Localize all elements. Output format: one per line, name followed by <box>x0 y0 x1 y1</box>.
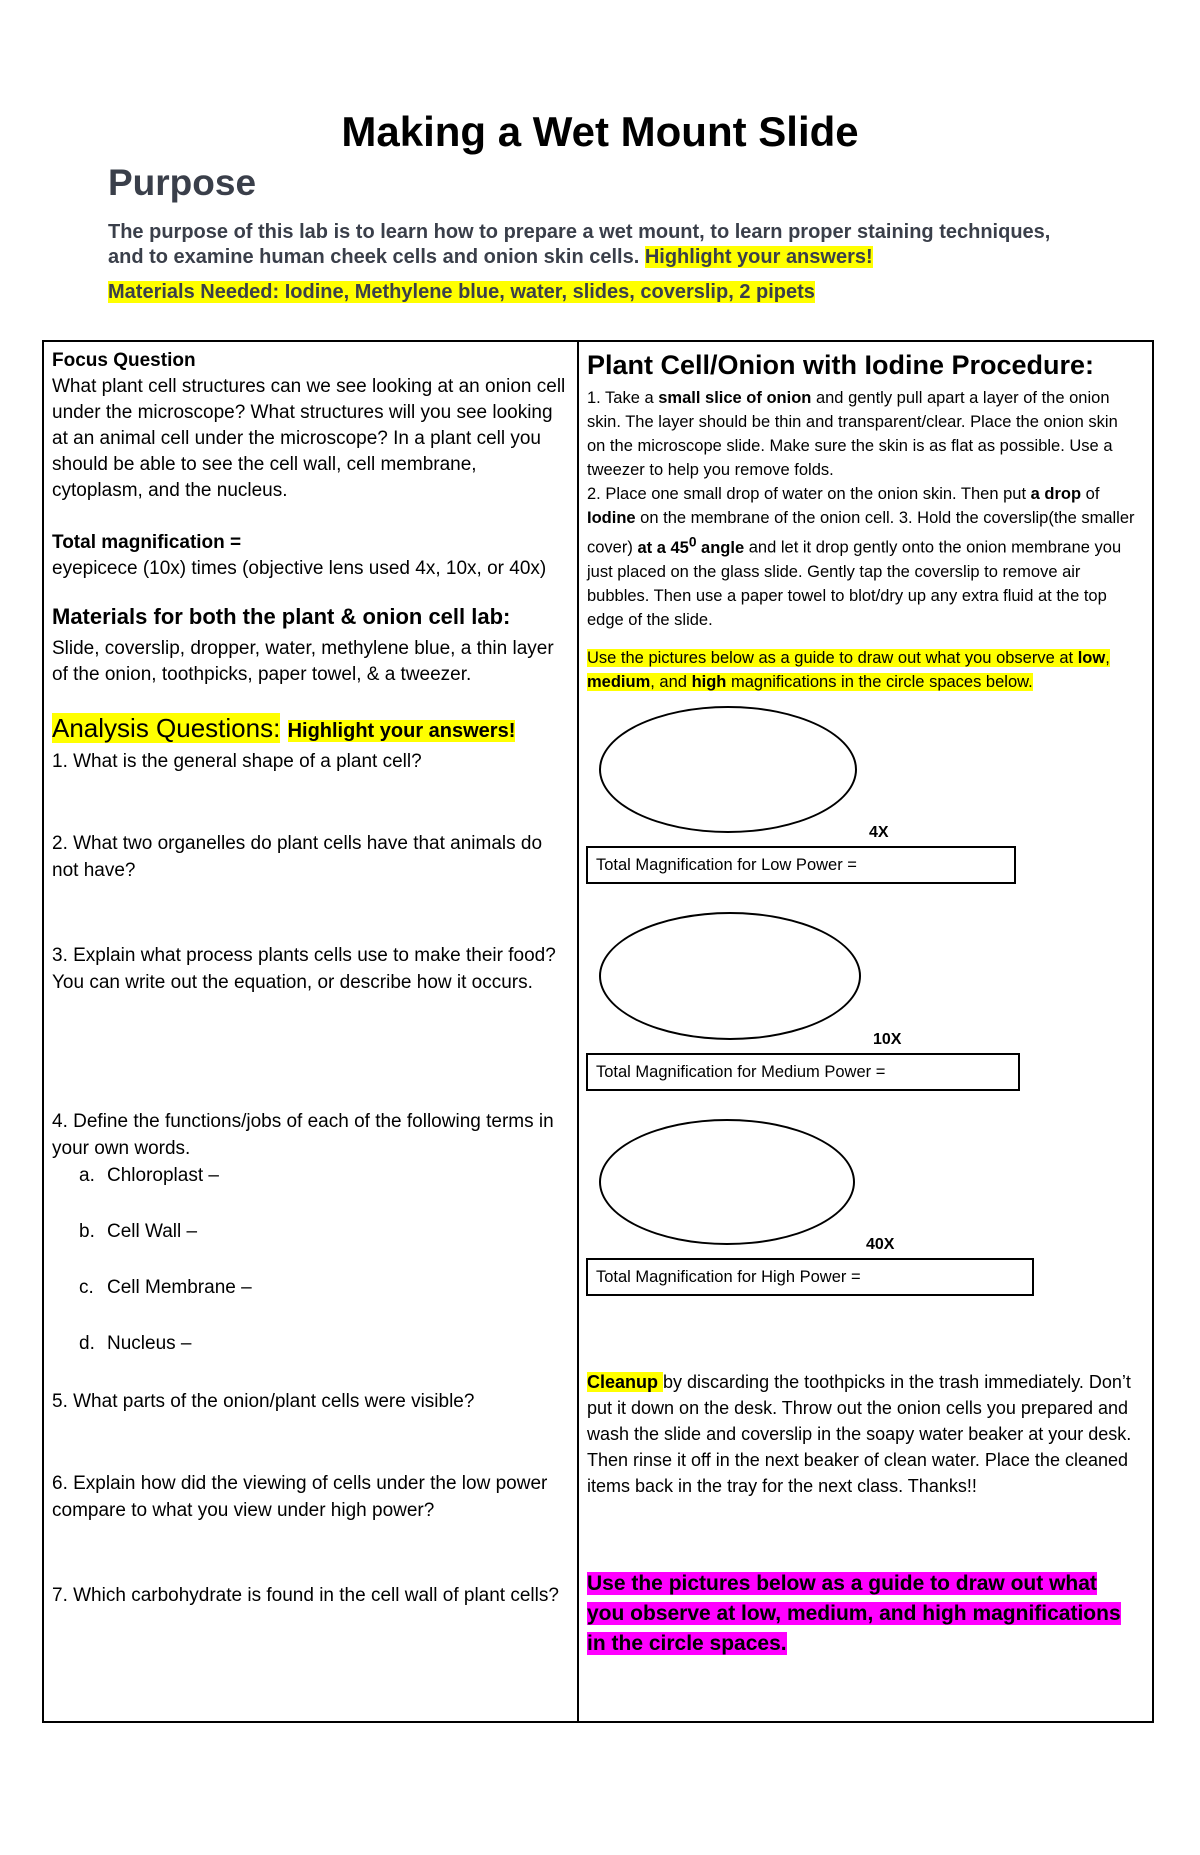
question-6: 6. Explain how did the viewing of cells under the low power compare to what you view under high power? <box>52 1473 548 1521</box>
lab-table <box>42 340 1154 1723</box>
step-text: on the membrane of the onion cell. 3. Hold the coverslip(the smaller cover) <box>587 509 1135 557</box>
term-letter: b. <box>79 1221 95 1242</box>
term-letter: c. <box>79 1277 94 1298</box>
step-bold: a drop <box>1030 485 1082 503</box>
low-power-total-box[interactable]: Total Magnification for Low Power = <box>586 846 1016 884</box>
question-4: 4. Define the functions/jobs of each of the following terms in your own words. <box>52 1111 554 1159</box>
high-power-label: 40X <box>866 1236 895 1253</box>
analysis-heading-label: Analysis Questions: <box>52 713 281 743</box>
drawing-guide-magenta <box>587 1569 1137 1659</box>
term-label: Nucleus – <box>107 1333 192 1354</box>
low-power-label: 4X <box>869 824 889 841</box>
materials-needed-text: Materials Needed: Iodine, Methylene blue, water, slides, coverslip, 2 pipets <box>108 281 815 303</box>
term-chloroplast <box>79 1165 219 1187</box>
term-letter: a. <box>79 1165 95 1186</box>
cleanup-body: by discarding the toothpicks in the trash immediately. Don’t put it down on the desk. Throw out the onion cells you prepared and wash the slide and coverslip in the soapy water beaker at your desk. Then rinse it off in the next beaker of clean water. Place the cleaned items back in the tray for the next class. Thanks!! <box>587 1372 1132 1496</box>
degree-superscript: 0 <box>688 534 697 549</box>
term-cell-wall <box>79 1221 197 1243</box>
focus-question-heading: Focus Question <box>52 350 196 371</box>
materials-needed <box>108 281 815 304</box>
medium-power-total-box[interactable]: Total Magnification for Medium Power = <box>586 1053 1020 1091</box>
question-3: 3. Explain what process plants cells use to make their food? You can write out the equation, or describe how it occurs. <box>52 945 556 993</box>
question-2: 2. What two organelles do plant cells have that animals do not have? <box>52 833 543 881</box>
procedure-text <box>587 386 1137 632</box>
term-nucleus <box>79 1333 192 1355</box>
cleanup-instructions <box>587 1369 1137 1499</box>
purpose-text <box>108 220 1088 270</box>
question-7: 7. Which carbohydrate is found in the cell wall of plant cells? <box>52 1585 559 1606</box>
drawing-guide <box>587 646 1137 694</box>
step-bold: small slice of onion <box>658 389 812 407</box>
step-text: and gently pull apart a layer of the onion skin. The layer should be thin and transparent/clear. Place the onion skin on the microscope slide. Make sure the skin is as flat as possible. Use a tweezer to help you remove folds. <box>587 389 1118 479</box>
analysis-heading <box>52 712 572 747</box>
step-text: 2. Place one small drop of water on the onion skin. Then put <box>587 485 1031 503</box>
term-label: Chloroplast – <box>107 1165 219 1186</box>
angle-word: angle <box>696 538 745 557</box>
medium-power-drawing-circle[interactable] <box>599 912 861 1040</box>
drawing-guide-magenta-text: Use the pictures below as a guide to draw out what you observe at low, medium, and high magnifications in the circle spaces. <box>587 1572 1121 1655</box>
step-bold: Iodine <box>587 509 636 527</box>
step-bold <box>637 534 745 557</box>
step-text: of <box>1081 485 1100 503</box>
procedure-title: Plant Cell/Onion with Iodine Procedure: <box>587 350 1095 380</box>
high-power-drawing-circle[interactable] <box>599 1119 855 1245</box>
term-cell-membrane <box>79 1277 252 1299</box>
term-label: Cell Wall – <box>107 1221 198 1242</box>
guide-low: low <box>1077 649 1106 667</box>
term-label: Cell Membrane – <box>107 1277 252 1298</box>
column-divider <box>577 342 579 1721</box>
medium-power-label: 10X <box>873 1031 902 1048</box>
question-1: 1. What is the general shape of a plant cell? <box>52 751 422 772</box>
low-power-drawing-circle[interactable] <box>599 706 857 833</box>
materials-text: Slide, coverslip, dropper, water, methylene blue, a thin layer of the onion, toothpicks, paper towel, & a tweezer. <box>52 638 554 685</box>
drawing-guide-highlight <box>587 649 1110 691</box>
focus-question-text: What plant cell structures can we see looking at an onion cell under the microscope? What structures will you see looking at an animal cell under the microscope? In a plant cell you should be able to see the cell wall, cell membrane, cytoplasm, and the nucleus. <box>52 376 566 501</box>
step-text: and let it drop gently onto the onion membrane you just placed on the glass slide. Gently tap the coverslip to remove air bubbles. Then use a paper towel to blot/dry up any extra fluid at the top edge of the slide. <box>587 538 1122 629</box>
guide-text: magnifications in the circle spaces below. <box>726 673 1033 691</box>
guide-text: , <box>1105 649 1110 667</box>
analysis-highlight: Highlight your answers! <box>287 720 516 742</box>
materials-heading: Materials for both the plant & onion cell lab: <box>52 604 511 629</box>
purpose-highlight: Highlight your answers! <box>644 246 873 268</box>
guide-high: high <box>691 673 727 691</box>
purpose-heading: Purpose <box>108 162 257 203</box>
magnification-heading: Total magnification = <box>52 532 242 553</box>
guide-medium: medium <box>587 673 651 691</box>
guide-text: Use the pictures below as a guide to draw out what you observe at <box>587 649 1078 667</box>
cleanup-label: Cleanup <box>587 1372 664 1392</box>
guide-text: , and <box>650 673 692 691</box>
step-text: 1. Take a <box>587 389 659 407</box>
angle-text: at a 45 <box>637 538 689 557</box>
purpose-body: The purpose of this lab is to learn how to prepare a wet mount, to learn proper staining techniques, and to examine human cheek cells and onion skin cells. <box>108 221 1051 268</box>
term-letter: d. <box>79 1333 95 1354</box>
page-title: Making a Wet Mount Slide <box>341 108 859 155</box>
magnification-text: eyepicece (10x) times (objective lens used 4x, 10x, or 40x) <box>52 558 547 579</box>
high-power-total-box[interactable]: Total Magnification for High Power = <box>586 1258 1034 1296</box>
question-5: 5. What parts of the onion/plant cells were visible? <box>52 1391 475 1412</box>
